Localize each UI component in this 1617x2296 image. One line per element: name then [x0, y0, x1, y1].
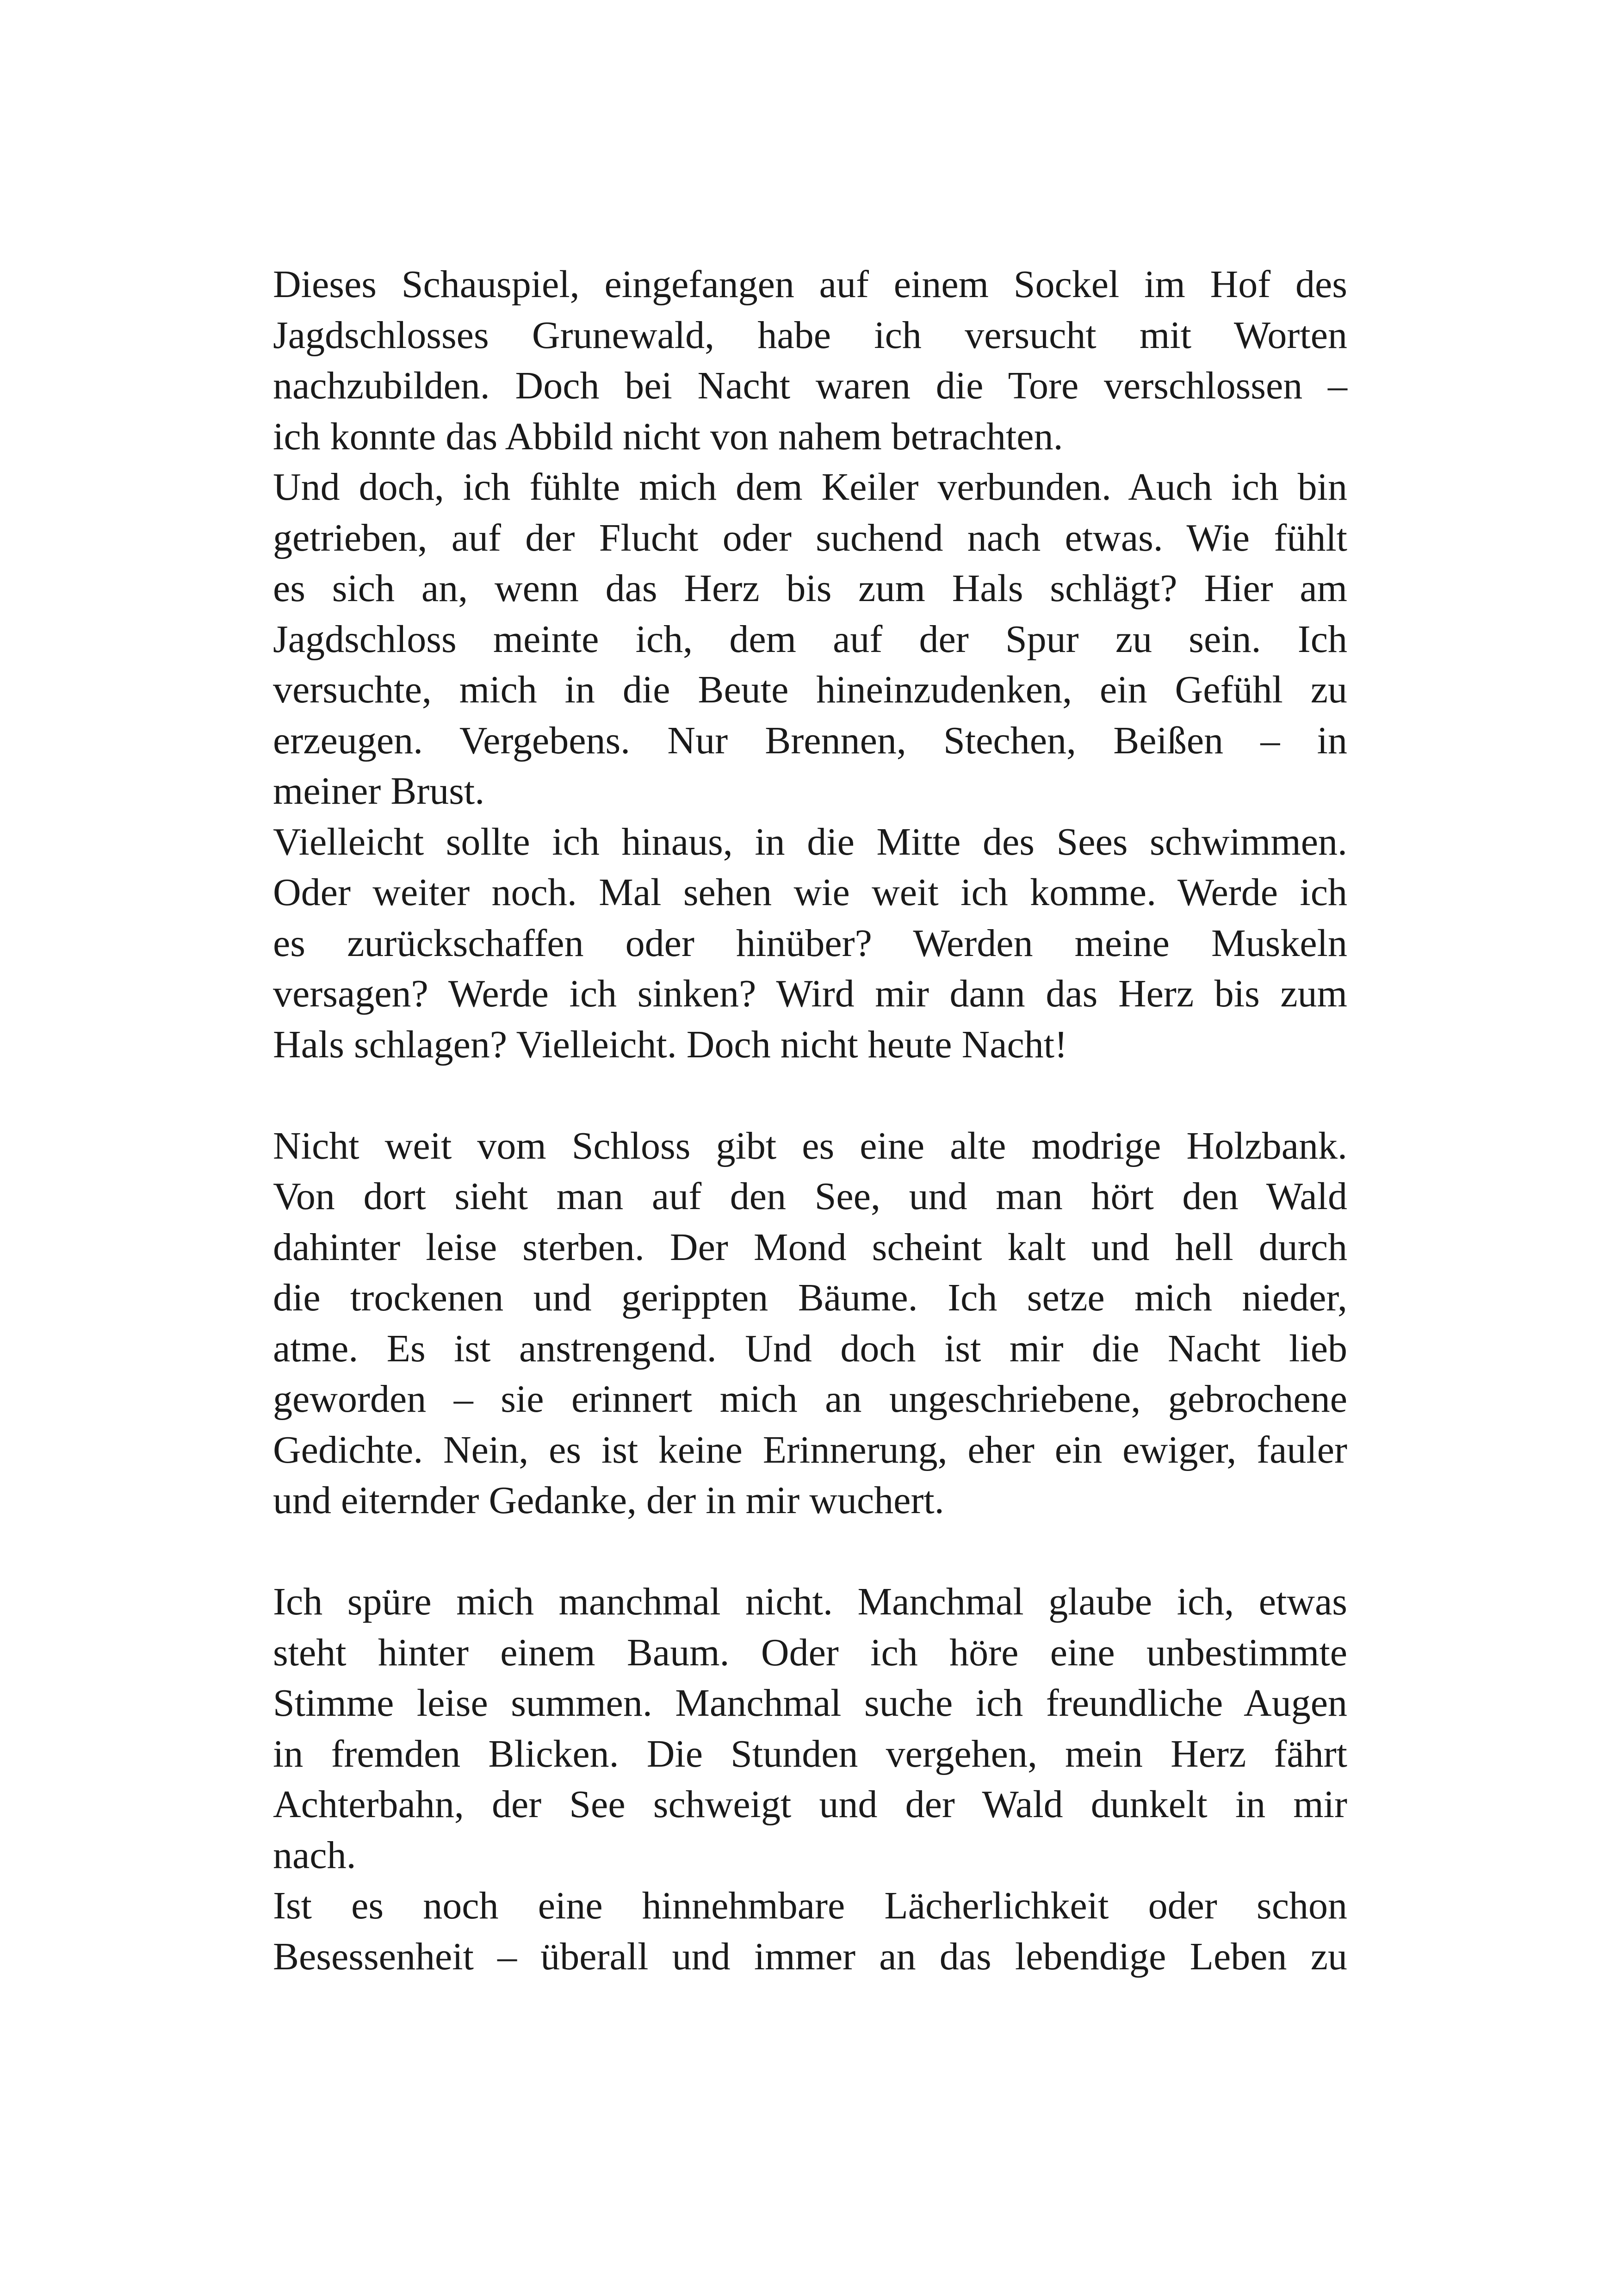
text-line: nachzubilden. Doch bei Nacht waren die Tore verschlossen –	[273, 364, 1347, 407]
text-line: Jagdschloss meinte ich, dem auf der Spur zu sein. Ich	[273, 617, 1347, 661]
paragraph	[273, 817, 1347, 1070]
text-line: steht hinter einem Baum. Oder ich höre eine unbestimmte	[273, 1631, 1347, 1674]
text-line: und eiternder Gedanke, der in mir wuchert.	[273, 1479, 944, 1522]
paragraph	[273, 259, 1347, 462]
text-line: getrieben, auf der Flucht oder suchend nach etwas. Wie fühlt	[273, 516, 1347, 559]
text-line: Stimme leise summen. Manchmal suche ich freundliche Augen	[273, 1682, 1347, 1725]
text-line: Ist es noch eine hinnehmbare Lächerlichkeit oder schon	[273, 1884, 1347, 1927]
text-line: die trockenen und gerippten Bäume. Ich setze mich nieder,	[273, 1276, 1347, 1319]
paragraph	[273, 1880, 1347, 1982]
text-line: es zurückschaffen oder hinüber? Werden meine Muskeln	[273, 921, 1347, 965]
text-line: ich konnte das Abbild nicht von nahem betrachten.	[273, 415, 1063, 458]
text-line: meiner Brust.	[273, 769, 485, 813]
paragraph-gap	[273, 1526, 1347, 1577]
text-line: Hals schlagen? Vielleicht. Doch nicht heute Nacht!	[273, 1023, 1068, 1066]
paragraph	[273, 462, 1347, 817]
text-line: geworden – sie erinnert mich an ungeschriebene, gebrochene	[273, 1378, 1347, 1421]
text-line: Vielleicht sollte ich hinaus, in die Mitte des Sees schwimmen.	[273, 820, 1347, 863]
text-line: in fremden Blicken. Die Stunden vergehen, mein Herz fährt	[273, 1732, 1347, 1775]
text-line: Nicht weit vom Schloss gibt es eine alte modrige Holzbank.	[273, 1124, 1347, 1167]
text-line: erzeugen. Vergebens. Nur Brennen, Stechen, Beißen – in	[273, 719, 1347, 762]
paragraph-gap	[273, 1070, 1347, 1121]
body-text	[273, 259, 1347, 1982]
text-line: atme. Es ist anstrengend. Und doch ist mir die Nacht lieb	[273, 1327, 1347, 1370]
text-line: Jagdschlosses Grunewald, habe ich versucht mit Worten	[273, 313, 1347, 357]
text-line: Besessenheit – überall und immer an das lebendige Leben zu	[273, 1935, 1347, 1978]
text-line: dahinter leise sterben. Der Mond scheint kalt und hell durch	[273, 1225, 1347, 1269]
paragraph	[273, 1121, 1347, 1526]
text-line: Und doch, ich fühlte mich dem Keiler verbunden. Auch ich bin	[273, 465, 1347, 509]
text-line: versagen? Werde ich sinken? Wird mir dann das Herz bis zum	[273, 972, 1347, 1015]
text-line: Achterbahn, der See schweigt und der Wald dunkelt in mir	[273, 1783, 1347, 1826]
text-line: Ich spüre mich manchmal nicht. Manchmal glaube ich, etwas	[273, 1580, 1347, 1623]
text-line: Von dort sieht man auf den See, und man hört den Wald	[273, 1175, 1347, 1218]
text-line: es sich an, wenn das Herz bis zum Hals schlägt? Hier am	[273, 567, 1347, 610]
text-line: Dieses Schauspiel, eingefangen auf einem Sockel im Hof des	[273, 263, 1347, 306]
text-line: nach.	[273, 1833, 356, 1877]
text-line: versuchte, mich in die Beute hineinzudenken, ein Gefühl zu	[273, 668, 1347, 711]
text-line: Oder weiter noch. Mal sehen wie weit ich komme. Werde ich	[273, 871, 1347, 914]
paragraph	[273, 1576, 1347, 1880]
text-line: Gedichte. Nein, es ist keine Erinnerung, eher ein ewiger, fauler	[273, 1428, 1347, 1471]
